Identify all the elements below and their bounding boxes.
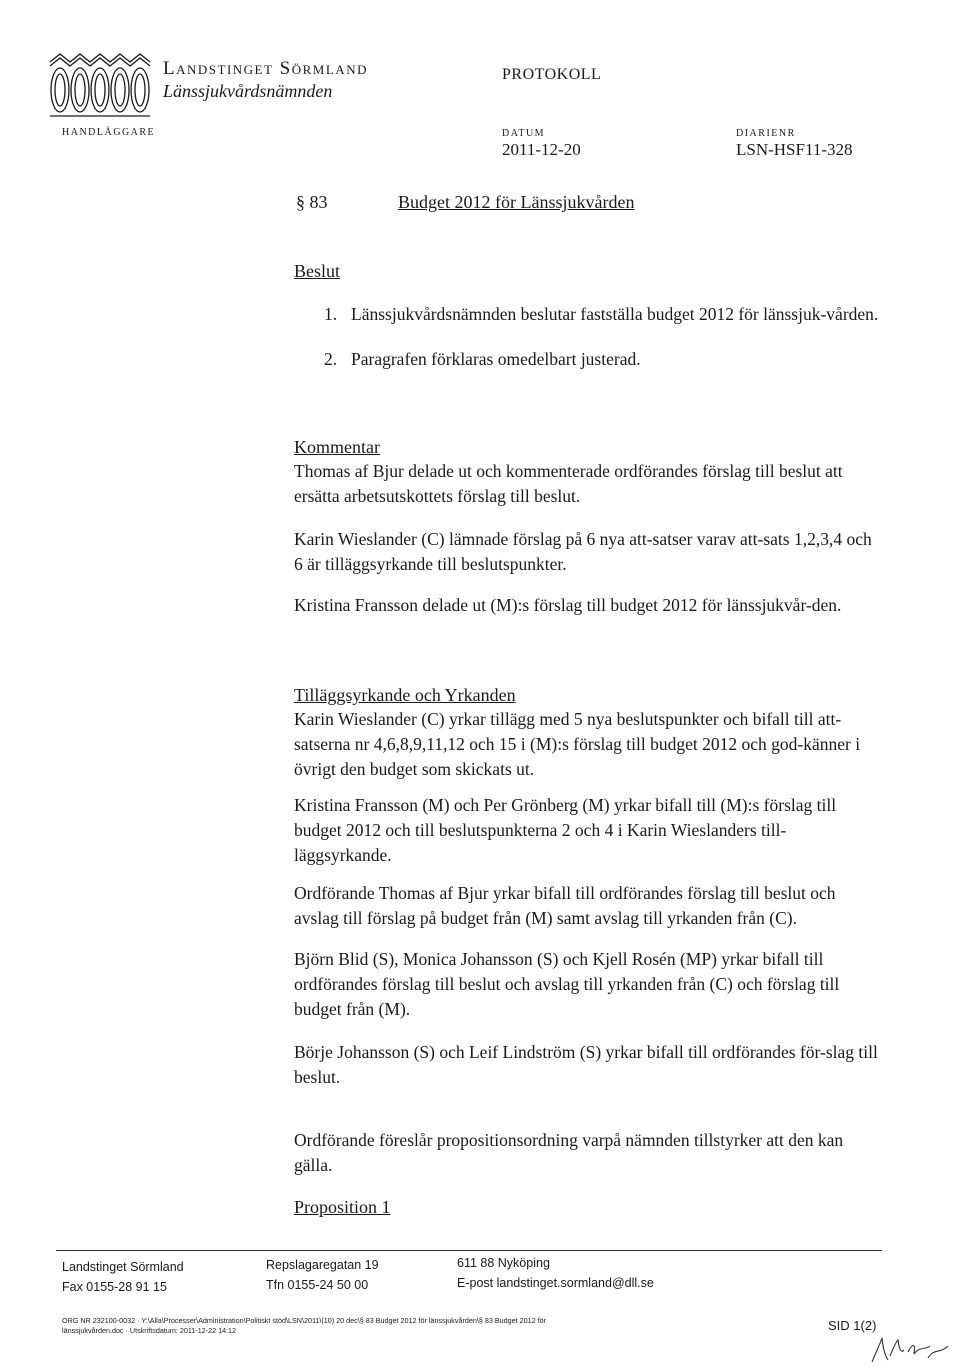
tillagg-paragraph: Karin Wieslander (C) yrkar tillägg med 5 nya beslutspunkter och bifall till att-satserna nr 4,6,8,9,11,12 och 15 i (M):s förslag till budget 2012 och god-känner i övrigt den budget som skickats ut. <box>294 709 861 779</box>
paragraph-number: § 83 <box>296 192 328 212</box>
tillagg-paragraph: Björn Blid (S), Monica Johansson (S) och Kjell Rosén (MP) yrkar bifall till ordförandes förslag till beslut och avslag till yrkanden från (C) och förslag till budget från (M). <box>294 949 840 1019</box>
propositionsordning-paragraph: Ordförande föreslår propositionsordning varpå nämnden tillstyrker att den kan gälla. <box>294 1130 844 1175</box>
kommentar-paragraph: Karin Wieslander (C) lämnade förslag på 6 nya att-satser varav att-sats 1,2,3,4 och 6 är tilläggsyrkande till beslutspunkter. <box>294 529 872 574</box>
list-item <box>324 302 879 327</box>
footer-phone: Tfn 0155-24 50 00 <box>266 1278 369 1292</box>
tillagg-heading: Tilläggsyrkande och Yrkanden <box>294 685 516 705</box>
page-number: SID 1(2) <box>828 1318 877 1333</box>
tillagg-paragraph: Kristina Fransson (M) och Per Grönberg (M) yrkar bifall till (M):s förslag till budget 2012 och till beslutspunkterna 2 och 4 i Karin Wieslanders till-läggsyrkande. <box>294 795 837 865</box>
list-item <box>324 347 879 372</box>
tillagg-paragraph: Börje Johansson (S) och Leif Lindström (S) yrkar bifall till ordförandes för-slag till beslut. <box>294 1042 878 1087</box>
footer-email: E-post landstinget.sormland@dll.se <box>457 1276 654 1290</box>
list-item-text: Paragrafen förklaras omedelbart justerad. <box>351 349 641 369</box>
list-item-number: 1. <box>324 304 338 324</box>
paragraph-title: Budget 2012 för Länssjukvården <box>398 192 635 212</box>
diarienr-label: DIARIENR <box>736 128 796 139</box>
proposition-heading: Proposition 1 <box>294 1197 391 1217</box>
footer-fax: Fax 0155-28 91 15 <box>62 1280 167 1294</box>
footer-city: 611 88 Nyköping <box>457 1256 550 1270</box>
footer-reference-line: ORG NR 232100-0032 · Y:\Alla\Processer\Administration\Politiskt stöd\LSN\2011\(10) 20 dec\§ 83 Budget 2012 för länssjukvården\§ 83 Budget 2012 för <box>62 1316 546 1325</box>
list-item-number: 2. <box>324 349 338 369</box>
beslut-heading: Beslut <box>294 261 341 281</box>
org-name: Landstinget Sörmland <box>163 58 368 79</box>
landstinget-logo <box>48 50 152 120</box>
beslut-list <box>324 302 879 372</box>
diarienr-value: LSN-HSF11-328 <box>736 140 853 159</box>
tillagg-paragraph: Ordförande Thomas af Bjur yrkar bifall till ordförandes förslag till beslut och avslag till förslag på budget från (M) samt avslag till yrkanden från (C). <box>294 883 836 928</box>
footer-org: Landstinget Sörmland <box>62 1260 184 1274</box>
datum-label: DATUM <box>502 128 546 139</box>
org-subtitle: Länssjukvårdsnämnden <box>163 81 333 101</box>
footer-address: Repslagaregatan 19 <box>266 1258 379 1272</box>
kommentar-heading: Kommentar <box>294 437 380 457</box>
datum-value: 2011-12-20 <box>502 140 581 159</box>
footer-divider <box>56 1250 882 1251</box>
handlaggare-label: HANDLÄGGARE <box>62 127 156 138</box>
list-item-text: Länssjukvårdsnämnden beslutar fastställa budget 2012 för länssjuk-vården. <box>351 304 879 324</box>
kommentar-paragraph: Kristina Fransson delade ut (M):s förslag till budget 2012 för länssjukvår-den. <box>294 595 842 615</box>
footer-reference <box>62 1316 802 1336</box>
signature-scribble-icon <box>868 1332 954 1366</box>
kommentar-paragraph: Thomas af Bjur delade ut och kommenterade ordförandes förslag till beslut att ersätta arbetsutskottets förslag till beslut. <box>294 461 843 506</box>
document-type: PROTOKOLL <box>502 66 602 83</box>
footer-reference-line: länssjukvården.doc · Utskriftsdatum: 2011-12-22 14:12 <box>62 1326 237 1335</box>
